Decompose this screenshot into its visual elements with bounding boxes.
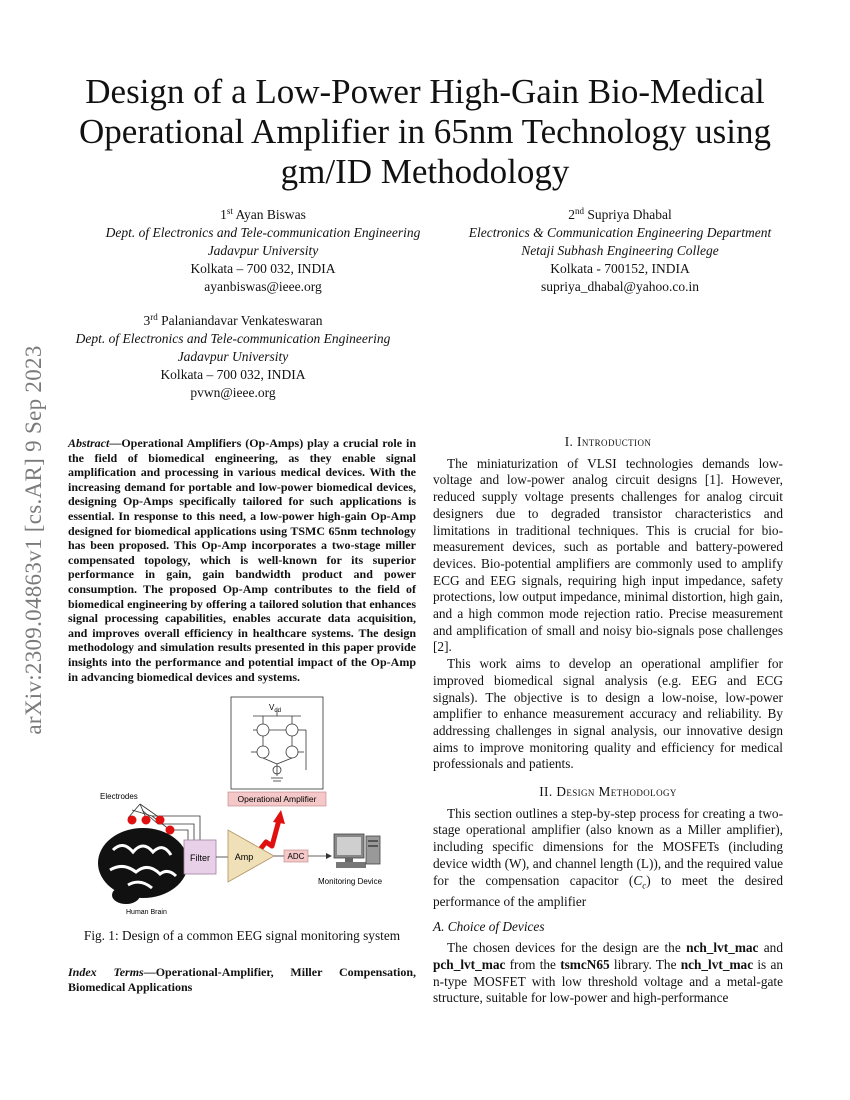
brain-label: Human Brain — [126, 909, 167, 916]
author-name-3: 3rd Palaniandavar Venkateswaran — [143, 312, 323, 328]
right-column — [433, 434, 783, 1007]
filter-label: Filter — [190, 853, 210, 863]
author-name-1: 1st Ayan Biswas — [220, 206, 306, 222]
author-city-1: Kolkata – 700 032, INDIA — [190, 261, 336, 276]
author-name-2: 2nd Supriya Dhabal — [568, 206, 672, 222]
eeg-system-diagram — [68, 690, 416, 922]
electrode-4 — [166, 826, 175, 835]
computer-icon — [334, 834, 380, 868]
monitoring-label: Monitoring Device — [318, 877, 383, 886]
adc-label: ADC — [287, 852, 305, 861]
section-heading-design: II. Design Methodology — [539, 784, 677, 800]
author-block-2 — [435, 206, 805, 296]
design-paragraph-1: This section outlines a step-by-step process for creating a two-stage operational amplifier (also known as a Miller amplifier), including specific dimensions for the MOSFETs (including device width (W), and channel length (L)), and the required value for the compensation capacitor $(C_c)$ to meet the desired performance of the amplifier — [433, 805, 784, 909]
author-email-1[interactable]: ayanbiswas@ieee.org — [204, 279, 322, 294]
arxiv-stamp-text: arXiv:2309.04863v1 [cs.AR] 9 Sep 2023 — [21, 345, 46, 735]
index-terms — [68, 965, 416, 994]
opamp-schematic — [231, 697, 323, 789]
author-dept-2: Electronics & Communication Engineering Department — [468, 225, 772, 240]
opamp-label: Operational Amplifier — [237, 794, 317, 804]
section-heading-introduction: I. Introduction — [564, 434, 652, 449]
author-inst-2: Netaji Subhash Engineering College — [521, 243, 719, 258]
index-terms-lead: Index Terms — [68, 965, 144, 979]
author-inst-3: Jadavpur University — [177, 349, 289, 364]
abstract-text: —Operational Amplifiers (Op-Amps) play a crucial role in the field of biomedical engineering, as they enable signal amplification and processing in various medical devices. With the increasing demand for portable and low-power biomedical devices, designing Op-Amps specifically tailored for such applications is essential. In response to this need, a low-power high-gain Op-Amp designed for biomedical applications using TSMC 65nm technology has been proposed. This Op-Amp incorporates a two-stage miller compensated topology, which is well-known for its superior performance in gain, gain bandwidth product and power consumption. The proposed Op-Amp contributes to the field of biomedical engineering by offering a tailored solution that enhances signal processing capabilities, enables accurate data acquisition, and improves overall efficiency in healthcare systems. The design methodology and simulation results presented in this paper provide insights into the performance and potential impact of the Op-Amp in advancing biomedical devices and systems. — [68, 436, 416, 684]
author-city-2: Kolkata - 700152, INDIA — [550, 261, 690, 276]
electrodes-label: Electrodes — [100, 792, 138, 801]
abstract — [68, 436, 416, 684]
author-block-1 — [78, 206, 448, 296]
red-arrow — [258, 820, 279, 852]
author-block-3 — [48, 312, 418, 402]
electrode-1 — [128, 816, 137, 825]
electrode-3 — [156, 816, 165, 825]
author-inst-1: Jadavpur University — [207, 243, 319, 258]
intro-paragraph-1: The miniaturization of VLSI technologies demands low-voltage and low-power analog circuit designs [1]. However, reduced supply voltage presents challenges for analog circuit designers due to degraded transistor characteristics and limitations in traditional techniques. This is crucial for bio-measurement devices, such as portable and battery-powered devices. Bio-potential amplifiers are commonly used to amplify ECG and EEG signals, requiring high input impedance, safety protections, low output impedance, minimal distortion, high gain, and a high common mode rejection ratio. Precise measurement and amplification of small and noisy bio-signals pose challenges [2]. — [433, 455, 783, 655]
author-dept-3: Dept. of Electronics and Tele-communication Engineering — [75, 331, 391, 346]
figure-1 — [68, 690, 416, 922]
paper-title: Design of a Low-Power High-Gain Bio-Medical Operational Amplifier in 65nm Technology using gm/ID Methodology — [79, 72, 771, 191]
brain-icon — [98, 828, 188, 904]
red-arrow-head-icon — [273, 810, 285, 824]
electrode-2 — [142, 816, 151, 825]
intro-paragraph-2: This work aims to develop an operational amplifier for improved biomedical signal analysis (e.g. EEG and ECG signals). The objective is to design a low-noise, low-power amplifier to enhance measurement accuracy and reliability. By addressing challenges in signal analysis, our innovative design aims to improve monitoring quality and efficiency for medical professionals and patients. — [433, 656, 783, 772]
figure-caption: Fig. 1: Design of a common EEG signal monitoring system — [83, 928, 401, 943]
author-city-3: Kolkata – 700 032, INDIA — [160, 367, 306, 382]
vdd-label: $V_{dd}$ — [269, 703, 282, 714]
subsection-heading-devices: A. Choice of Devices — [433, 918, 545, 934]
author-dept-1: Dept. of Electronics and Tele-communication Engineering — [105, 225, 421, 240]
cc-symbol: $C_c$ — [633, 872, 647, 891]
author-email-2[interactable]: supriya_dhabal@yahoo.co.in — [541, 279, 699, 294]
amp-label: Amp — [234, 852, 254, 862]
abstract-lead: Abstract — [68, 436, 110, 450]
devices-paragraph: The chosen devices for the design are the nch_lvt_mac and pch_lvt_mac from the tsmcN65 library. The nch_lvt_mac is an n-type MOSFET with low threshold voltage and a metal-gate structure, suitable for low-power and high-performance — [433, 940, 783, 1006]
author-email-3[interactable]: pvwn@ieee.org — [190, 385, 276, 400]
index-terms-text: —Operational-Amplifier, Miller Compensation, Biomedical Applications — [68, 965, 416, 994]
